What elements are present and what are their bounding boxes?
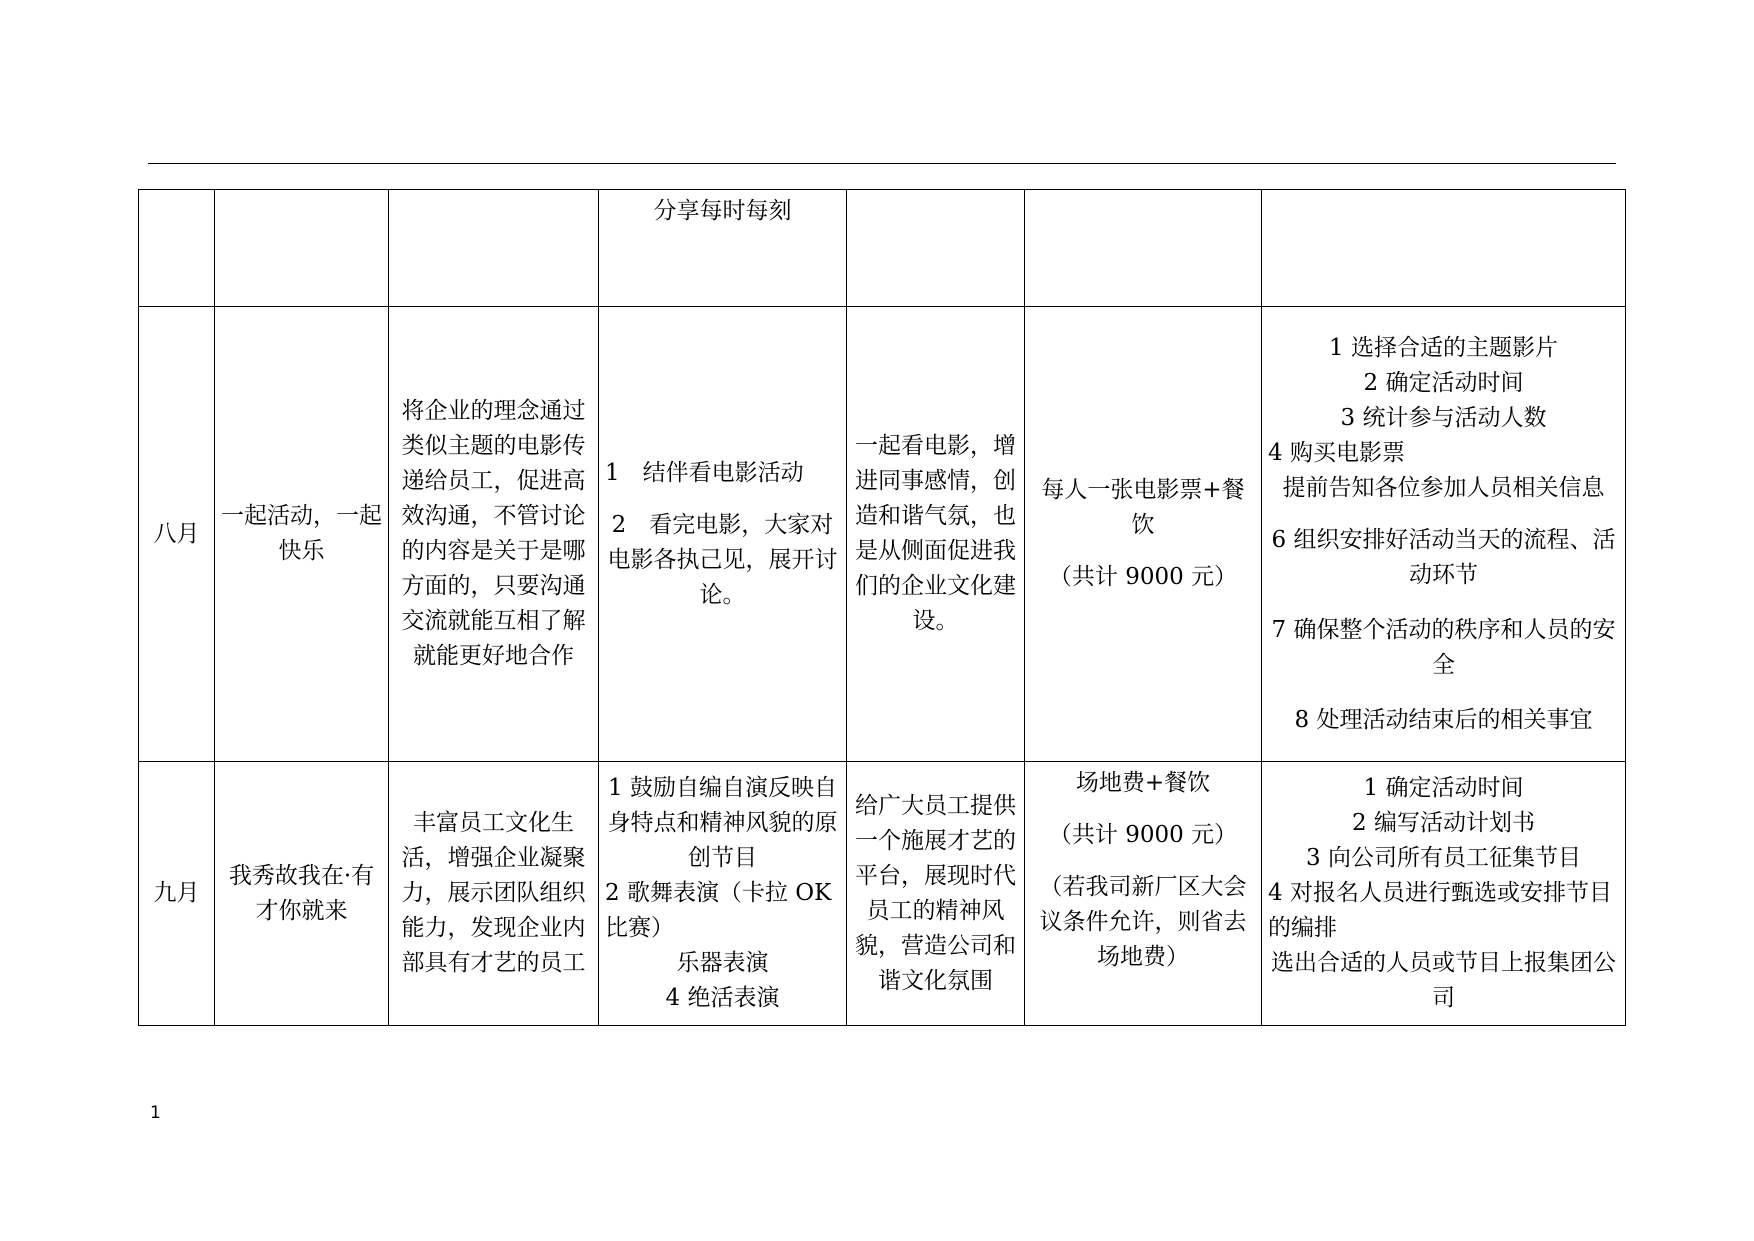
budget-cell [1025, 190, 1262, 307]
significance-cell: 给广大员工提供一个施展才艺的平台，展现时代员工的精神风貌，营造公司和谐文化氛围 [847, 762, 1025, 1026]
step-line: 1 确定活动时间 [1363, 775, 1524, 801]
significance-cell [847, 190, 1025, 307]
content-cell [599, 307, 847, 762]
content-cell [599, 190, 847, 307]
theme-cell: 一起活动，一起快乐 [215, 307, 389, 762]
step-line: 3 统计参与活动人数 [1340, 404, 1547, 431]
budget-line: 场地费+餐饮 [1075, 770, 1211, 796]
content-line: 乐器表演 [676, 950, 769, 976]
step-line: 1 选择合适的主题影片 [1329, 334, 1558, 361]
steps-cell [1262, 762, 1626, 1026]
purpose-cell [389, 190, 599, 307]
theme-cell [215, 190, 389, 307]
budget-line: （共计 9000 元） [1048, 822, 1238, 848]
content-line: 4 绝活表演 [665, 985, 780, 1011]
significance-cell: 一起看电影，增进同事感情，创造和谐气氛，也是从侧面促进我们的企业文化建设。 [847, 307, 1025, 762]
budget-cell [1025, 762, 1262, 1026]
table-row [139, 307, 1626, 762]
step-line: 7 确保整个活动的秩序和人员的安全 [1271, 616, 1616, 678]
activity-plan-table [138, 189, 1626, 1026]
purpose-cell: 丰富员工文化生活，增强企业凝聚力，展示团队组织能力，发现企业内部具有才艺的员工 [389, 762, 599, 1026]
month-cell [139, 190, 215, 307]
steps-cell [1262, 190, 1626, 307]
step-line: 4 购买电影票 [1268, 439, 1405, 466]
content-line: 2 歌舞表演（卡拉 OK 比赛） [605, 880, 832, 941]
steps-cell [1262, 307, 1626, 762]
step-line: 2 编写活动计划书 [1352, 810, 1535, 836]
theme-cell: 我秀故我在·有才你就来 [215, 762, 389, 1026]
content-line: 1 鼓励自编自演反映自身特点和精神风貌的原创节目 [607, 775, 838, 871]
page-number: 1 [150, 1103, 161, 1123]
month-cell: 九月 [139, 762, 215, 1026]
table-row [139, 762, 1626, 1026]
content-line: 2 看完电影，大家对电影各执己见，展开讨论。 [607, 511, 838, 608]
step-line: 提前告知各位参加人员相关信息 [1282, 474, 1605, 501]
budget-line: （共计 9000 元） [1048, 564, 1238, 590]
table-row [139, 190, 1626, 307]
content-line: 分享每时每刻 [653, 198, 792, 224]
step-line: 选出合适的人员或节目上报集团公司 [1271, 950, 1616, 1011]
step-line: 8 处理活动结束后的相关事宜 [1294, 706, 1593, 733]
step-line: 2 确定活动时间 [1363, 369, 1524, 396]
content-line: 1 结伴看电影活动 [605, 459, 804, 486]
budget-line: 每人一张电影票+餐饮 [1041, 477, 1245, 538]
step-line: 6 组织安排好活动当天的流程、活动环节 [1271, 526, 1616, 588]
purpose-cell: 将企业的理念通过类似主题的电影传递给员工，促进高效沟通，不管讨论的内容是关于是哪方面的，只要沟通交流就能互相了解就能更好地合作 [389, 307, 599, 762]
budget-cell [1025, 307, 1262, 762]
budget-line: （若我司新厂区大会议条件允许，则省去场地费） [1039, 874, 1247, 970]
step-line: 3 向公司所有员工征集节目 [1306, 845, 1581, 871]
step-line: 4 对报名人员进行甄选或安排节目的编排 [1268, 880, 1612, 941]
content-cell [599, 762, 847, 1026]
header-rule [148, 163, 1616, 164]
month-cell: 八月 [139, 307, 215, 762]
